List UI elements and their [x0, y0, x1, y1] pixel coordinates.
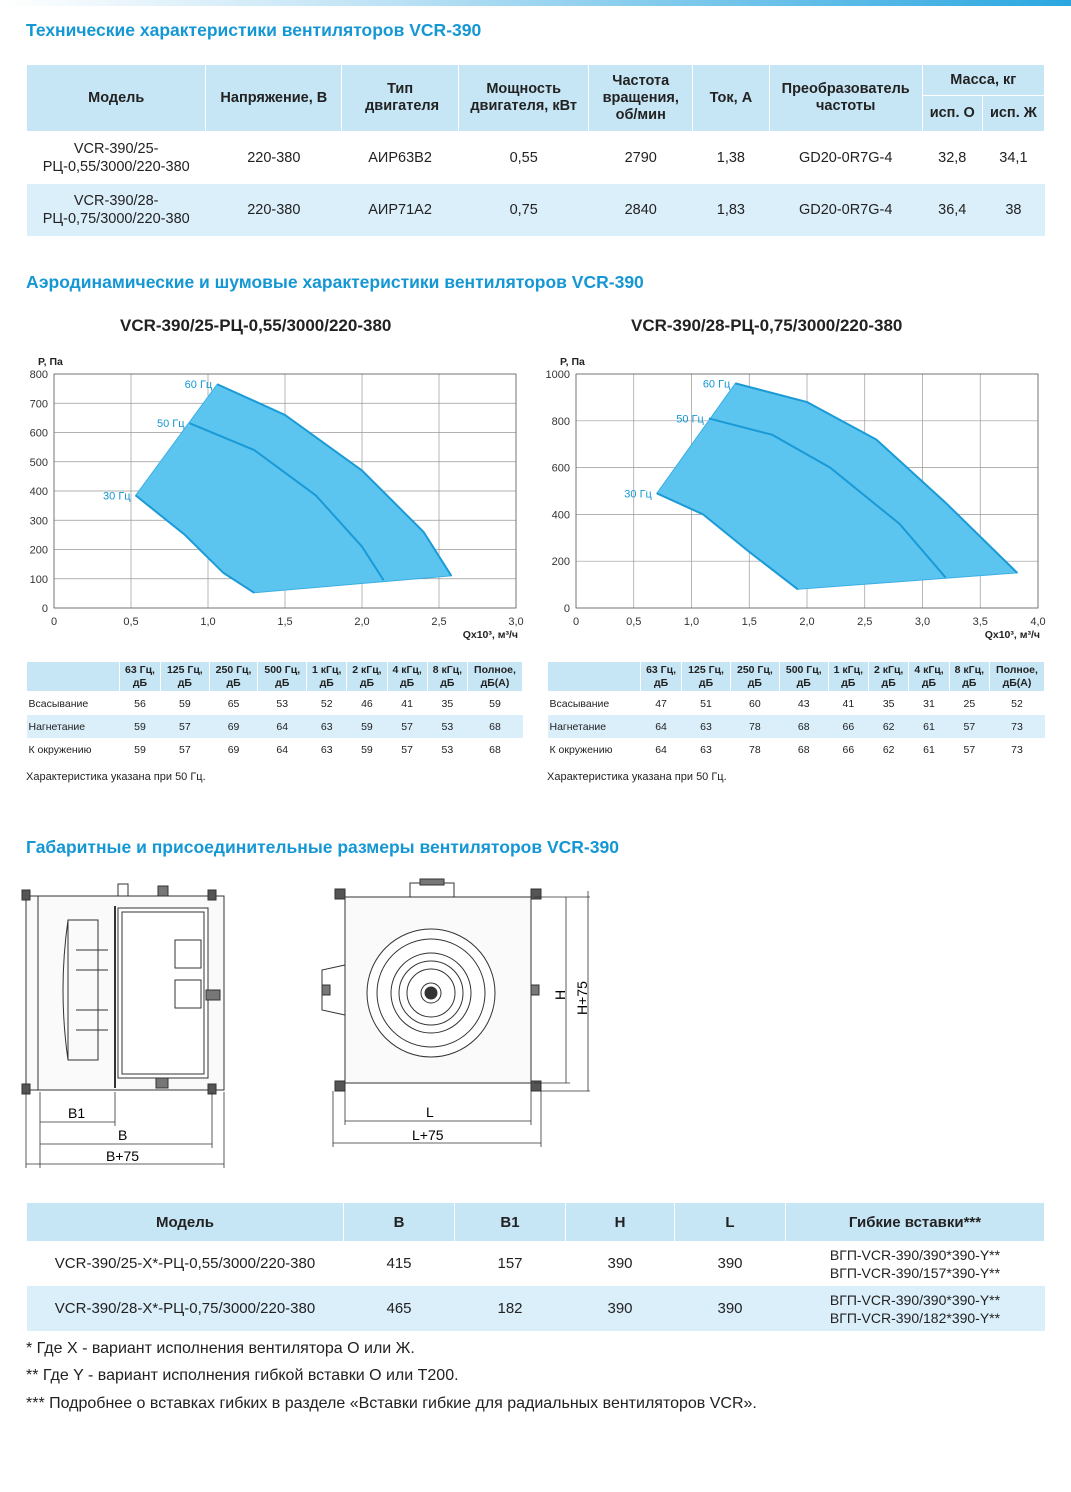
noise-cell: 78 [749, 743, 761, 756]
series-label: 30 Гц [624, 488, 652, 501]
noise-header: Полное, дБ(А) [990, 662, 1045, 692]
footnote-3: *** Подробнее о вставках гибких в разделе «Вставки гибкие для радиальных вентиляторов VCR». [26, 1395, 757, 1412]
x-axis-label: Qx10³, м³/ч [984, 629, 1040, 641]
cell-inserts: ВГП-VCR-390/390*390-Y** ВГП-VCR-390/157*390-Y** [786, 1242, 1045, 1287]
noise-cell: 35 [882, 697, 895, 710]
dim-label-l75: L+75 [412, 1127, 444, 1143]
series-label: 50 Гц [156, 418, 185, 431]
y-tick-label: 0 [41, 603, 48, 615]
noise-cell: 73 [990, 715, 1045, 738]
noise-cell: 52 [320, 697, 333, 710]
y-axis-label: P, Па [560, 356, 585, 368]
x-tick-label: 2,0 [799, 616, 815, 628]
noise-header: 2 кГц, дБ [347, 662, 387, 692]
noise-cell: 35 [441, 697, 454, 710]
cell-speed: 2790 [589, 132, 693, 185]
noise-cell: 64 [276, 743, 289, 756]
noise-cell: 69 [227, 743, 240, 756]
noise-table-2 [547, 661, 1045, 761]
noise-cell: 68 [468, 715, 523, 738]
noise-header: 500 Гц, дБ [779, 662, 828, 692]
noise-cell: 57 [178, 743, 191, 756]
noise-cell: 59 [120, 715, 161, 738]
dim-label-h: H [552, 989, 568, 1000]
side-view-drawing [18, 878, 238, 1170]
noise-row-label: Нагнетание [27, 715, 120, 738]
noise-cell: 62 [869, 715, 909, 738]
col-l: L [675, 1203, 786, 1242]
x-tick-label: 3,0 [914, 616, 931, 628]
noise-header: 63 Гц, дБ [120, 662, 161, 692]
col-current: Ток, А [693, 65, 770, 132]
noise-header: 4 кГц, дБ [909, 662, 949, 692]
noise-note-1: Характеристика указана при 50 Гц. [26, 771, 206, 783]
pressure-chart-1 [18, 348, 533, 650]
noise-header: 500 Гц, дБ [258, 662, 307, 692]
noise-cell: 59 [347, 715, 387, 738]
noise-cell: 46 [361, 697, 373, 710]
cell-b: 415 [344, 1242, 455, 1287]
col-speed: Частота вращения, об/мин [589, 65, 693, 132]
table-row [27, 692, 523, 716]
chart-title-2: VCR-390/28-РЦ-0,75/3000/220-380 [631, 316, 903, 335]
cell-voltage: 220-380 [206, 184, 342, 236]
col-voltage: Напряжение, В [206, 65, 342, 132]
noise-cell: 57 [949, 715, 989, 738]
noise-cell: 69 [209, 715, 258, 738]
noise-cell: 65 [227, 697, 240, 710]
cell-model: VCR-390/25- РЦ-0,55/3000/220-380 [27, 132, 206, 185]
y-tick-label: 0 [563, 603, 570, 615]
cell-model: VCR-390/28-X*-РЦ-0,75/3000/220-380 [27, 1286, 344, 1331]
top-gradient-bar [0, 0, 1071, 6]
dimensions-table [26, 1202, 1045, 1331]
y-tick-label: 500 [29, 456, 48, 469]
noise-cell: 59 [489, 697, 501, 710]
cell-current: 1,38 [693, 132, 770, 185]
x-tick-label: 2,5 [857, 616, 873, 628]
table-row [27, 738, 523, 761]
noise-cell: 57 [387, 715, 427, 738]
cell-b1: 157 [455, 1242, 566, 1287]
table-row [548, 692, 1045, 716]
table-row [27, 715, 523, 738]
noise-cell: 64 [655, 743, 667, 756]
noise-header: 1 кГц, дБ [307, 662, 347, 692]
cell-vfd: GD20-0R7G-4 [769, 184, 922, 236]
noise-cell: 53 [427, 715, 467, 738]
cell-h: 390 [566, 1286, 675, 1331]
y-tick-label: 400 [551, 509, 570, 522]
noise-cell: 63 [700, 743, 712, 756]
x-tick-label: 0,5 [626, 616, 642, 628]
noise-cell: 63 [307, 715, 347, 738]
noise-cell: 61 [909, 715, 949, 738]
x-tick-label: 0 [50, 616, 58, 628]
y-tick-label: 1000 [545, 369, 570, 381]
cell-power: 0,55 [458, 132, 588, 185]
noise-cell: 41 [842, 697, 855, 710]
noise-row-label: К окружению [549, 743, 613, 756]
noise-cell: 51 [700, 697, 712, 710]
noise-row-label: Всасывание [28, 697, 89, 710]
x-tick-label: 1,0 [200, 616, 216, 628]
x-axis-label: Qx10³, м³/ч [462, 629, 518, 641]
noise-header: 125 Гц, дБ [682, 662, 731, 692]
noise-cell: 78 [730, 715, 779, 738]
dim-label-l: L [426, 1104, 434, 1120]
operating-area [136, 384, 452, 593]
noise-cell: 63 [682, 715, 731, 738]
noise-cell: 57 [401, 743, 413, 756]
x-tick-label: 2,5 [431, 616, 447, 628]
cell-l: 390 [675, 1286, 786, 1331]
x-tick-label: 2,0 [354, 616, 370, 628]
noise-cell: 57 [160, 715, 209, 738]
series-label: 60 Гц [184, 379, 213, 392]
table-row [27, 184, 1045, 236]
y-tick-label: 200 [29, 544, 48, 557]
col-model: Модель [27, 65, 206, 132]
cell-mass-zh: 38 [982, 184, 1044, 236]
table-row [548, 738, 1045, 761]
dim-label-b: B [118, 1127, 128, 1143]
pressure-chart-2 [540, 348, 1055, 650]
noise-header: 4 кГц, дБ [387, 662, 427, 692]
col-power: Мощность двигателя, кВт [458, 65, 588, 132]
noise-cell: 66 [842, 743, 855, 756]
noise-cell: 64 [258, 715, 307, 738]
noise-header: Полное, дБ(А) [468, 662, 523, 692]
cell-power: 0,75 [458, 184, 588, 236]
footnote-2: ** Где Y - вариант исполнения гибкой вставки О или Т200. [26, 1367, 459, 1384]
noise-cell: 59 [361, 743, 373, 756]
table-row [27, 1286, 1045, 1331]
noise-cell: 57 [963, 743, 976, 756]
cell-l: 390 [675, 1242, 786, 1287]
section-title-aero: Аэродинамические и шумовые характеристики вентиляторов VCR-390 [26, 272, 644, 292]
cell-motor: АИР63В2 [342, 132, 459, 185]
series-label: 50 Гц [676, 413, 704, 426]
cell-model: VCR-390/28- РЦ-0,75/3000/220-380 [27, 184, 206, 236]
noise-header: 125 Гц, дБ [160, 662, 209, 692]
dim-label-b1: B1 [68, 1105, 86, 1121]
noise-cell: 68 [797, 743, 810, 756]
x-tick-label: 0 [572, 616, 580, 628]
cell-current: 1,83 [693, 184, 770, 236]
x-tick-label: 1,0 [683, 616, 700, 628]
noise-header: 8 кГц, дБ [949, 662, 989, 692]
noise-cell: 53 [276, 697, 289, 710]
dim-label-h75: H+75 [574, 981, 590, 1015]
noise-header: 1 кГц, дБ [828, 662, 868, 692]
noise-header: 2 кГц, дБ [869, 662, 909, 692]
noise-row-label: Нагнетание [548, 715, 641, 738]
x-tick-label: 3,5 [972, 616, 988, 628]
noise-row-label: К окружению [28, 743, 92, 756]
x-tick-label: 1,5 [741, 616, 757, 628]
col-mass: Масса, кг [922, 65, 1044, 96]
noise-cell: 59 [134, 743, 146, 756]
col-b1: B1 [455, 1203, 566, 1242]
noise-header: 250 Гц, дБ [730, 662, 779, 692]
table-row [548, 715, 1045, 738]
table-row [27, 1242, 1045, 1287]
spec-table [26, 64, 1045, 236]
noise-row-label: Всасывание [549, 697, 610, 710]
noise-table-1 [26, 661, 523, 761]
noise-cell: 73 [1011, 743, 1023, 756]
cell-b1: 182 [455, 1286, 566, 1331]
noise-cell: 56 [134, 697, 146, 710]
noise-cell: 68 [489, 743, 501, 756]
cell-inserts: ВГП-VCR-390/390*390-Y** ВГП-VCR-390/182*390-Y** [786, 1286, 1045, 1331]
col-model: Модель [27, 1203, 344, 1242]
noise-header: 63 Гц, дБ [641, 662, 682, 692]
series-label: 60 Гц [702, 378, 731, 391]
noise-cell: 43 [797, 697, 810, 710]
y-tick-label: 600 [551, 462, 570, 475]
x-tick-label: 4,0 [1030, 616, 1046, 628]
noise-cell: 66 [828, 715, 868, 738]
col-mass-zh: исп. Ж [982, 96, 1044, 132]
noise-cell: 64 [641, 715, 682, 738]
noise-cell: 59 [178, 697, 191, 710]
noise-cell: 68 [779, 715, 828, 738]
noise-header: 250 Гц, дБ [209, 662, 258, 692]
series-label: 30 Гц [103, 490, 131, 503]
col-b: B [344, 1203, 455, 1242]
cell-model: VCR-390/25-X*-РЦ-0,55/3000/220-380 [27, 1242, 344, 1287]
x-tick-label: 1,5 [277, 616, 293, 628]
col-mass-o: исп. О [922, 96, 982, 132]
table-row [27, 132, 1045, 185]
noise-cell: 53 [441, 743, 454, 756]
y-tick-label: 700 [29, 398, 48, 411]
y-tick-label: 800 [29, 369, 48, 381]
y-tick-label: 400 [29, 486, 48, 498]
cell-vfd: GD20-0R7G-4 [769, 132, 922, 185]
section-title-tech: Технические характеристики вентиляторов VCR-390 [26, 20, 482, 40]
y-axis-label: P, Па [38, 356, 63, 368]
operating-area [657, 383, 1017, 589]
cell-mass-zh: 34,1 [982, 132, 1044, 185]
cell-voltage: 220-380 [206, 132, 342, 185]
y-tick-label: 600 [29, 427, 48, 440]
cell-motor: АИР71А2 [342, 184, 459, 236]
y-tick-label: 300 [29, 515, 48, 528]
y-tick-label: 200 [551, 556, 570, 569]
x-tick-label: 0,5 [123, 616, 139, 628]
col-motor-type: Тип двигателя [342, 65, 459, 132]
noise-cell: 31 [923, 697, 935, 710]
chart-title-1: VCR-390/25-РЦ-0,55/3000/220-380 [120, 316, 392, 335]
section-title-dims: Габаритные и присоединительные размеры вентиляторов VCR-390 [26, 837, 619, 857]
col-h: H [566, 1203, 675, 1242]
cell-mass-o: 32,8 [922, 132, 982, 185]
dim-label-b75: B+75 [106, 1148, 140, 1164]
x-tick-label: 3,0 [508, 616, 524, 628]
y-tick-label: 100 [29, 573, 48, 586]
col-inserts: Гибкие вставки*** [786, 1203, 1045, 1242]
y-tick-label: 800 [551, 415, 570, 428]
cell-speed: 2840 [589, 184, 693, 236]
noise-cell: 61 [923, 743, 935, 756]
noise-cell: 62 [882, 743, 895, 756]
noise-cell: 60 [749, 697, 761, 710]
noise-header-blank [548, 662, 641, 692]
cell-b: 465 [344, 1286, 455, 1331]
noise-cell: 52 [1011, 697, 1023, 710]
noise-cell: 47 [655, 697, 667, 710]
noise-cell: 41 [401, 697, 413, 710]
front-view-drawing [300, 875, 610, 1160]
noise-header: 8 кГц, дБ [427, 662, 467, 692]
col-vfd: Преобразователь частоты [769, 65, 922, 132]
footnote-1: * Где X - вариант исполнения вентилятора О или Ж. [26, 1340, 415, 1357]
noise-header-blank [27, 662, 120, 692]
cell-mass-o: 36,4 [922, 184, 982, 236]
noise-cell: 63 [320, 743, 333, 756]
cell-h: 390 [566, 1242, 675, 1287]
noise-cell: 25 [963, 697, 976, 710]
noise-note-2: Характеристика указана при 50 Гц. [547, 771, 727, 783]
